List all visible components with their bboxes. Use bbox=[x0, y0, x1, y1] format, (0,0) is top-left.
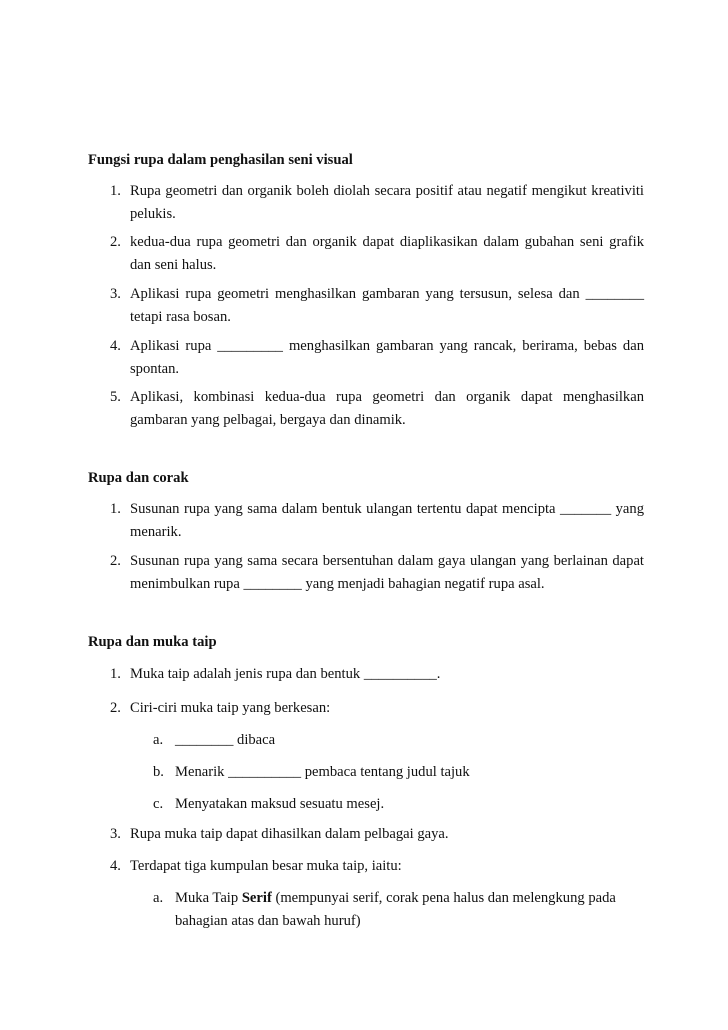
list-item bbox=[110, 550, 644, 596]
list-item-number: 3. bbox=[110, 826, 121, 842]
list-item bbox=[110, 283, 644, 329]
list-item-text: Rupa muka taip dapat dihasilkan dalam pelbagai gaya. bbox=[130, 826, 449, 842]
list-item-text: Susunan rupa yang sama secara bersentuhan dalam gaya ulangan yang berlainan dapat menimbulkan rupa ________ yang menjadi bahagian negatif rupa asal. bbox=[130, 553, 644, 592]
list-item-number: 5. bbox=[110, 389, 121, 405]
list-item-number: 4. bbox=[110, 858, 121, 874]
sub-list-item-letter: c. bbox=[153, 796, 164, 812]
list-item-text: Susunan rupa yang sama dalam bentuk ulangan tertentu dapat mencipta _______ yang menarik. bbox=[130, 501, 644, 540]
typeface-label: Muka Taip bbox=[175, 890, 242, 906]
serif-term: Serif bbox=[241, 890, 272, 906]
sub-list-item-text: Menyatakan maksud sesuatu mesej. bbox=[175, 796, 385, 812]
list-item bbox=[110, 386, 644, 432]
list-item bbox=[110, 663, 644, 686]
list-item-text: Terdapat tiga kumpulan besar muka taip, iaitu: bbox=[130, 858, 402, 874]
list-item-number: 2. bbox=[110, 553, 121, 569]
sub-list-item-letter: a. bbox=[153, 732, 164, 748]
list-item-number: 3. bbox=[110, 286, 121, 302]
list-item bbox=[110, 697, 644, 720]
list-item-text: Aplikasi rupa geometri menghasilkan gambaran yang tersusun, selesa dan ________ tetapi rasa bosan. bbox=[130, 286, 644, 325]
serif-description: (mempunyai serif, corak pena halus dan melengkung pada bahagian atas dan bawah huruf) bbox=[175, 890, 616, 929]
sub-list-item bbox=[153, 761, 644, 784]
list-item bbox=[110, 855, 644, 878]
list-item-number: 4. bbox=[110, 338, 121, 354]
list-item bbox=[110, 498, 644, 544]
sub-list-item-text bbox=[175, 887, 644, 933]
list-item bbox=[110, 335, 644, 381]
sub-list-item-text: ________ dibaca bbox=[175, 732, 276, 748]
sub-list-item bbox=[153, 729, 644, 752]
list-item bbox=[110, 231, 644, 277]
list-item-text: Aplikasi, kombinasi kedua-dua rupa geometri dan organik dapat menghasilkan gambaran yang pelbagai, bergaya dan dinamik. bbox=[130, 389, 644, 428]
list-item-text: Ciri-ciri muka taip yang berkesan: bbox=[130, 700, 331, 716]
list-item-text: kedua-dua rupa geometri dan organik dapat diaplikasikan dalam gubahan seni grafik dan seni halus. bbox=[130, 234, 644, 273]
section-heading-rupa-dan-corak: Rupa dan corak bbox=[88, 470, 189, 486]
sub-list-item-letter: b. bbox=[153, 764, 164, 780]
list-item-number: 1. bbox=[110, 183, 121, 199]
list-item-text: Muka taip adalah jenis rupa dan bentuk __________. bbox=[130, 666, 441, 682]
list-item-number: 1. bbox=[110, 666, 121, 682]
sub-list-item bbox=[153, 793, 644, 816]
list-item-text: Aplikasi rupa _________ menghasilkan gambaran yang rancak, berirama, bebas dan spontan. bbox=[130, 338, 644, 377]
sub-list-item-text: Menarik __________ pembaca tentang judul tajuk bbox=[175, 764, 470, 780]
list-item-number: 1. bbox=[110, 501, 121, 517]
sub-list-item bbox=[153, 887, 644, 933]
list-item bbox=[110, 823, 644, 846]
section-heading-fungsi-rupa: Fungsi rupa dalam penghasilan seni visual bbox=[88, 152, 353, 168]
sub-list-item-letter: a. bbox=[153, 890, 164, 906]
list-item-text: Rupa geometri dan organik boleh diolah secara positif atau negatif mengikut kreativiti pelukis. bbox=[130, 183, 644, 222]
section-heading-rupa-dan-muka-taip: Rupa dan muka taip bbox=[88, 634, 217, 650]
list-item bbox=[110, 180, 644, 226]
list-item-number: 2. bbox=[110, 234, 121, 250]
list-item-number: 2. bbox=[110, 700, 121, 716]
